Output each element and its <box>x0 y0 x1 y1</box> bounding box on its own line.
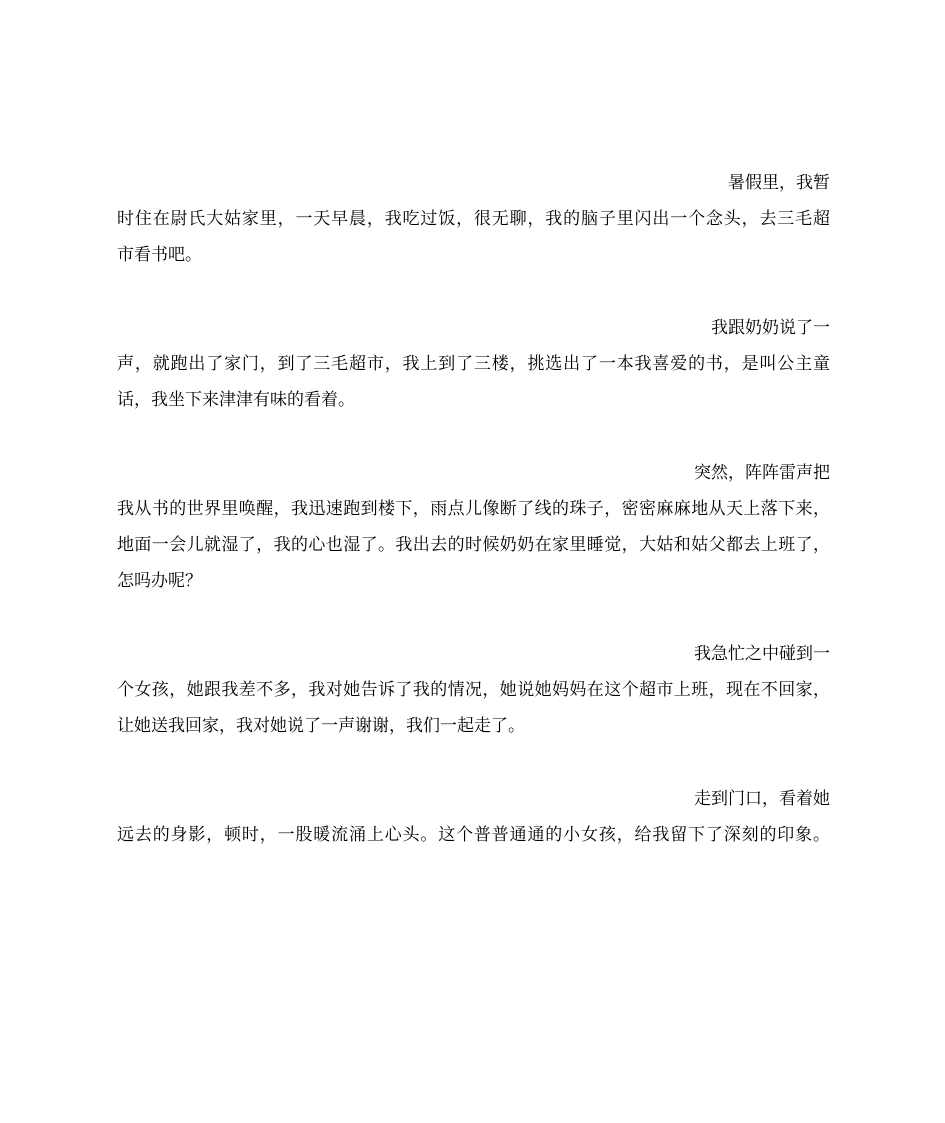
paragraph-1 <box>117 165 830 273</box>
paragraph-3 <box>117 455 830 599</box>
paragraph-4-line-2: 个女孩，她跟我差不多，我对她告诉了我的情况，她说她妈妈在这个超市上班，现在不回家， <box>117 680 830 700</box>
paragraph-3-line-3: 地面一会儿就湿了，我的心也湿了。我出去的时候奶奶在家里睡觉，大姑和姑父都去上班了， <box>117 535 830 555</box>
paragraph-3-line-1: 突然，阵阵雷声把 <box>694 463 830 483</box>
paragraph-1-line-2: 时住在尉氏大姑家里，一天早晨，我吃过饭，很无聊，我的脑子里闪出一个念头，去三毛超 <box>117 209 830 229</box>
paragraph-2-line-2: 声，就跑出了家门，到了三毛超市，我上到了三楼，挑选出了一本我喜爱的书，是叫公主童 <box>117 354 830 374</box>
paragraph-5 <box>117 781 830 853</box>
paragraph-5-line-2: 远去的身影，顿时，一股暖流涌上心头。这个普普通通的小女孩，给我留下了深刻的印象。 <box>117 825 830 845</box>
paragraph-4 <box>117 636 830 744</box>
paragraph-2 <box>117 310 830 418</box>
paragraph-2-line-1: 我跟奶奶说了一 <box>711 318 830 338</box>
paragraph-4-line-1: 我急忙之中碰到一 <box>694 644 830 664</box>
paragraph-5-line-1: 走到门口，看着她 <box>694 789 830 809</box>
paragraph-4-line-3: 让她送我回家，我对她说了一声谢谢，我们一起走了。 <box>117 716 525 736</box>
paragraph-1-line-1: 暑假里，我暂 <box>728 173 830 193</box>
paragraph-1-line-3: 市看书吧。 <box>117 245 202 265</box>
paragraph-2-line-3: 话，我坐下来津津有味的看着。 <box>117 390 355 410</box>
paragraph-3-line-4: 怎吗办呢？ <box>117 571 202 591</box>
paragraph-3-line-2: 我从书的世界里唤醒，我迅速跑到楼下，雨点儿像断了线的珠子，密密麻麻地从天上落下来， <box>117 499 830 519</box>
